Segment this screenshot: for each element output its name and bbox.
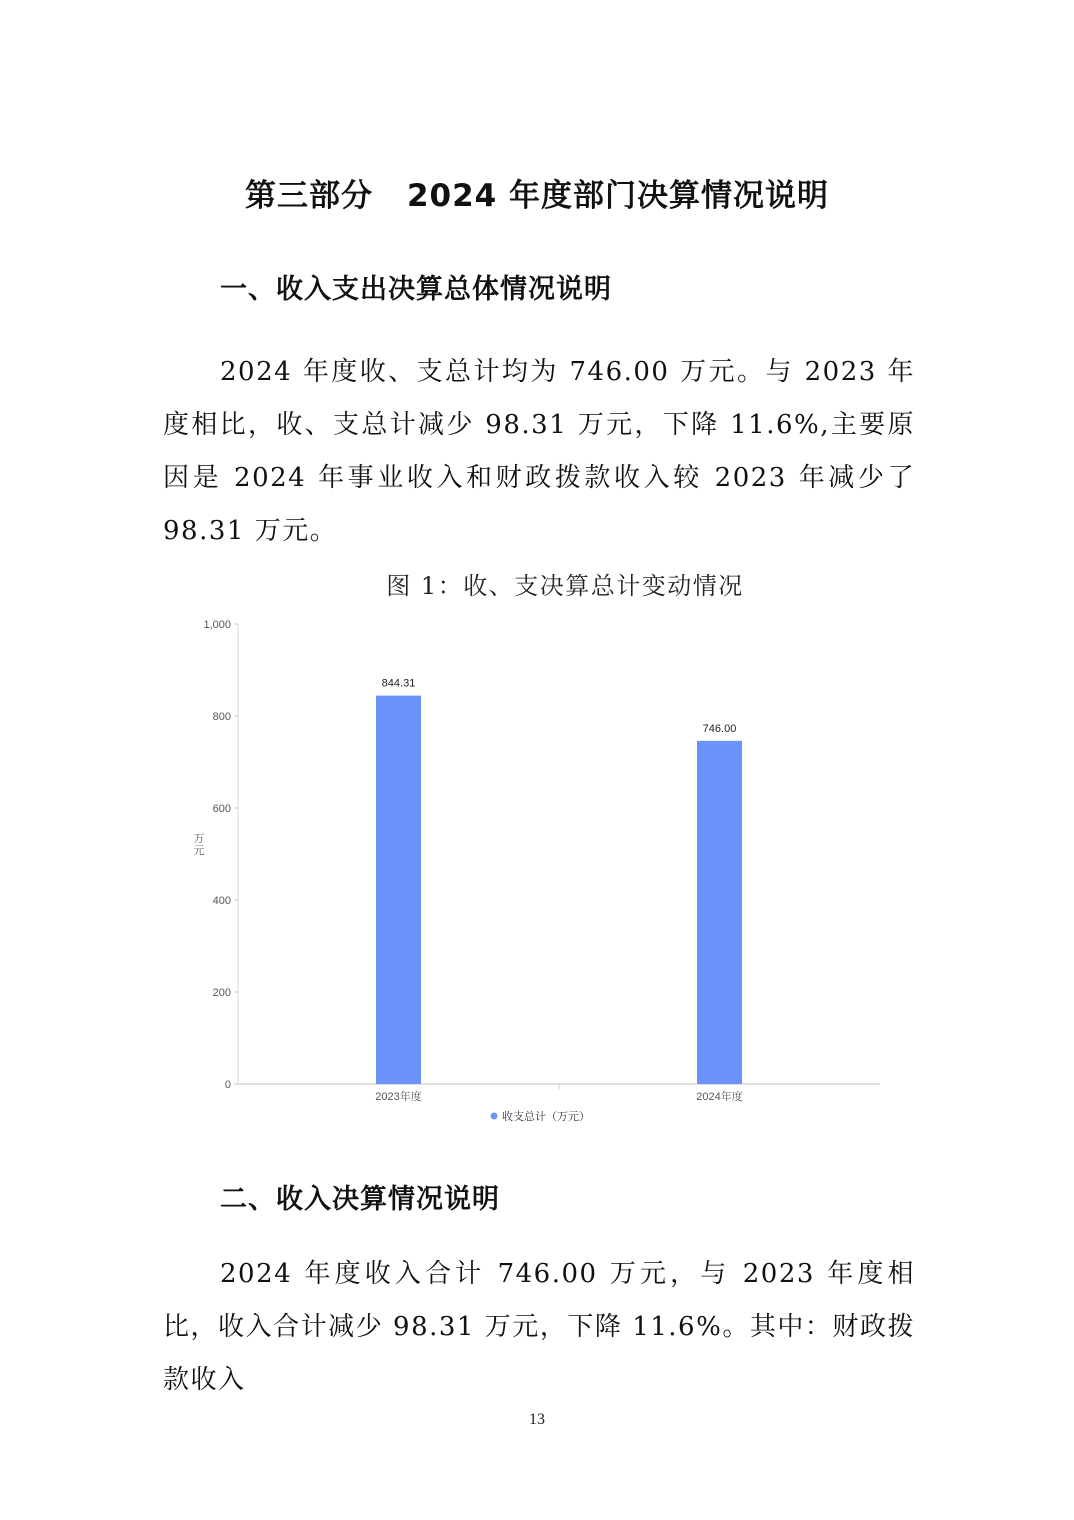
bar-value-labels xyxy=(382,678,737,735)
bar-chart xyxy=(180,610,900,1140)
y-tick-label: 0 xyxy=(224,1079,231,1091)
section-2-paragraph: 2024 年度收入合计 746.00 万元，与 2023 年度相比，收入合计减少 98.31 万元，下降 11.6%。其中：财政拨款收入 xyxy=(163,1259,915,1395)
section-1-paragraph: 2024 年度收、支总计均为 746.00 万元。与 2023 年度相比，收、支总计减少 98.31 万元，下降 11.6%,主要原因是 2024 年事业收入和财政拨款收入较 2023 年减少了 98.31 万元。 xyxy=(163,357,915,546)
bar xyxy=(697,741,742,1084)
title-text: 2024 年度部门决算情况说明 xyxy=(406,178,830,214)
y-tick-label: 600 xyxy=(212,803,231,815)
y-tick-label: 400 xyxy=(212,895,231,907)
section-2-heading: 二、收入决算情况说明 xyxy=(220,1184,500,1215)
y-tick-label: 800 xyxy=(212,711,231,723)
x-tick-label: 2023年度 xyxy=(375,1091,422,1103)
section-1-heading: 一、收入支出决算总体情况说明 xyxy=(220,274,612,305)
axis-lines xyxy=(238,624,880,1084)
bars xyxy=(376,696,742,1084)
bar xyxy=(376,696,421,1084)
legend-marker xyxy=(491,1113,498,1120)
y-tick-label: 1,000 xyxy=(203,619,231,631)
x-tick-label: 2024年度 xyxy=(696,1091,743,1103)
bar-value-label: 746.00 xyxy=(702,722,737,735)
page-title xyxy=(0,170,1074,215)
y-axis-labels xyxy=(203,619,238,1091)
y-tick-label: 200 xyxy=(212,987,231,999)
y-axis-title: 万元 xyxy=(193,833,205,857)
page-number: 13 xyxy=(529,1411,545,1428)
bar-value-label: 844.31 xyxy=(381,677,416,690)
legend-label: 收支总计（万元） xyxy=(502,1111,590,1123)
figure-caption: 图 1：收、支决算总计变动情况 xyxy=(386,572,744,600)
x-axis-labels xyxy=(375,1084,742,1103)
title-part: 第三部分 xyxy=(244,178,373,214)
chart-legend xyxy=(491,1109,591,1123)
